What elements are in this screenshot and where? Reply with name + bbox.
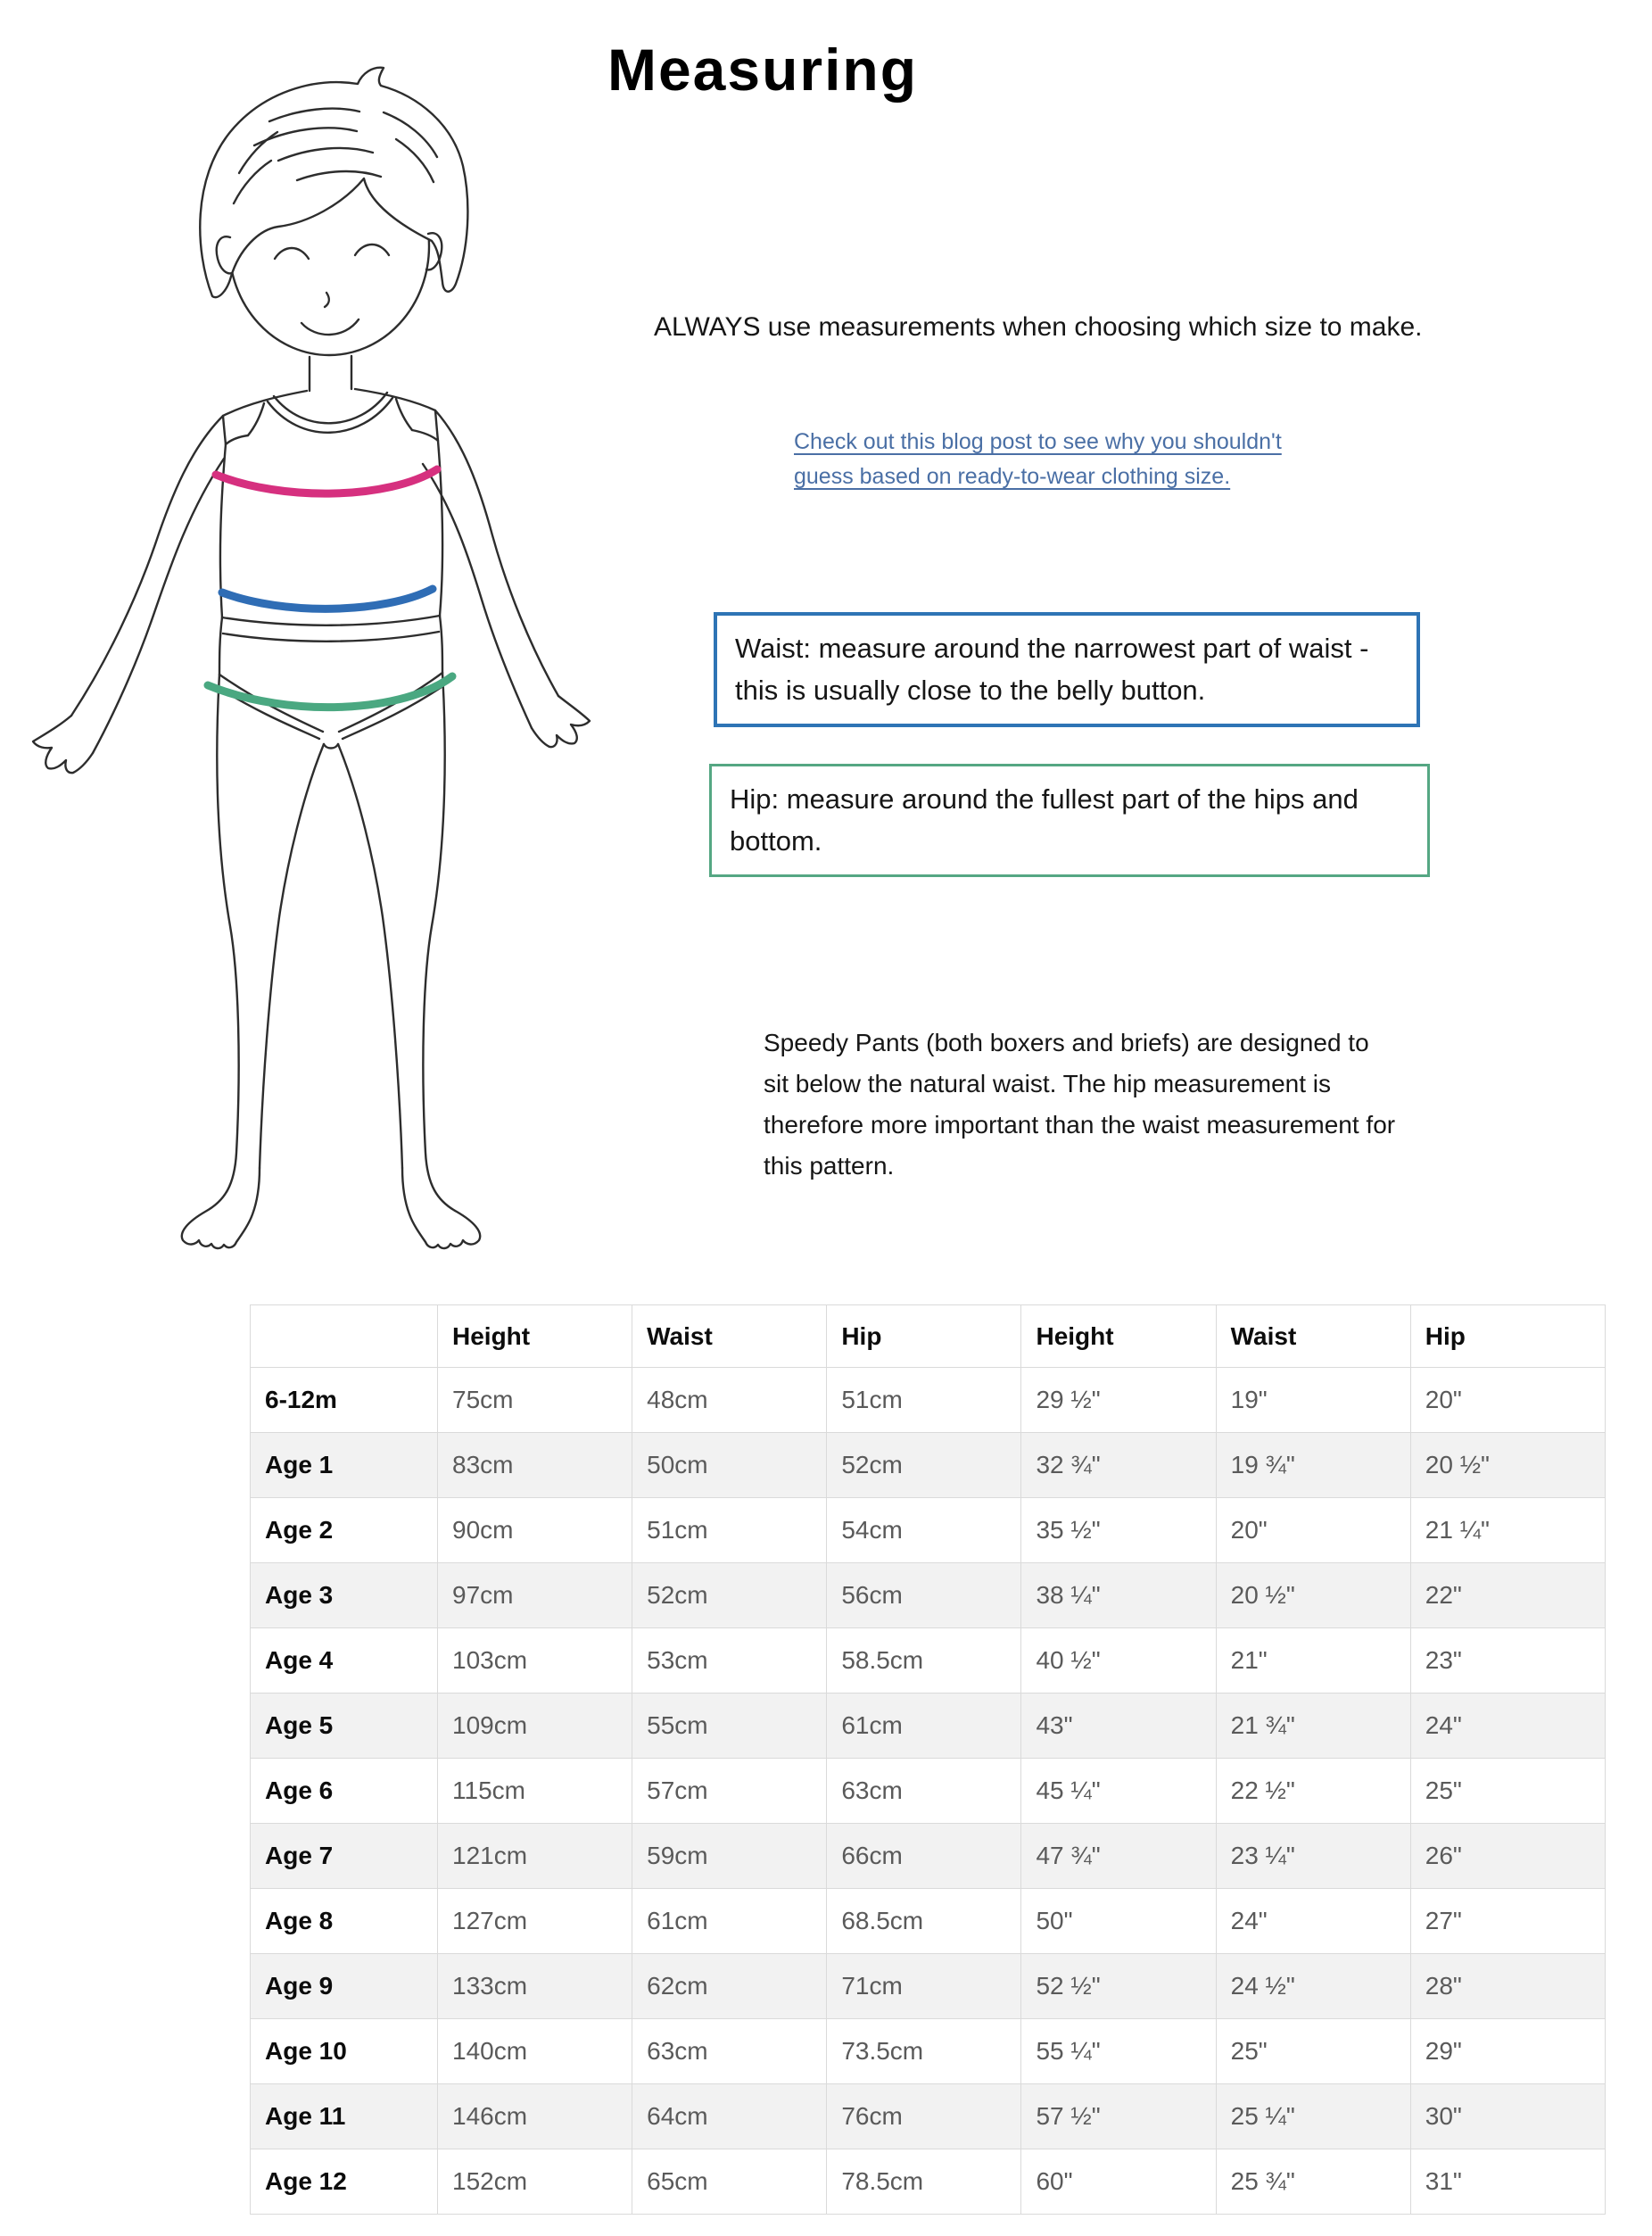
size-label-cell: Age 4 — [251, 1628, 438, 1694]
child-figure-illustration — [5, 25, 630, 1292]
waist-callout-text: Waist: measure around the narrowest part of waist - this is usually close to the belly button. — [735, 633, 1369, 706]
measurement-cell: 38 ¼" — [1021, 1563, 1216, 1628]
measurement-cell: 68.5cm — [827, 1889, 1021, 1954]
measurement-cell: 45 ¼" — [1021, 1759, 1216, 1824]
measurement-cell: 24" — [1216, 1889, 1410, 1954]
blog-post-link[interactable]: Check out this blog post to see why you shouldn't guess based on ready-to-wear clothing size. — [794, 429, 1282, 489]
measurement-cell: 63cm — [632, 2019, 827, 2084]
size-label-cell: Age 3 — [251, 1563, 438, 1628]
measurement-cell: 21 ¼" — [1410, 1498, 1605, 1563]
size-table-body — [251, 1368, 1606, 2215]
measurement-cell: 73.5cm — [827, 2019, 1021, 2084]
measurement-cell: 22" — [1410, 1563, 1605, 1628]
measurement-cell: 55cm — [632, 1694, 827, 1759]
briefs — [219, 616, 442, 749]
measurement-cell: 48cm — [632, 1368, 827, 1433]
measurement-cell: 40 ½" — [1021, 1628, 1216, 1694]
measurement-cell: 63cm — [827, 1759, 1021, 1824]
chest-measure-line — [216, 469, 437, 493]
measurement-cell: 35 ½" — [1021, 1498, 1216, 1563]
measurement-cell: 52cm — [632, 1563, 827, 1628]
measurement-cell: 26" — [1410, 1824, 1605, 1889]
size-label-cell: Age 5 — [251, 1694, 438, 1759]
waist-measure-line — [222, 589, 433, 609]
measurement-cell: 62cm — [632, 1954, 827, 2019]
pattern-note: Speedy Pants (both boxers and briefs) are designed to sit below the natural waist. The hip measurement is therefore more important than the waist measurement for this pattern. — [764, 1029, 1396, 1180]
measurement-cell: 97cm — [438, 1563, 632, 1628]
measurement-cell: 51cm — [632, 1498, 827, 1563]
measurement-cell: 51cm — [827, 1368, 1021, 1433]
neck — [310, 356, 351, 391]
corner-header-cell — [251, 1305, 438, 1368]
measurement-cell: 53cm — [632, 1628, 827, 1694]
measurement-cell: 23 ¼" — [1216, 1824, 1410, 1889]
measurement-cell: 24" — [1410, 1694, 1605, 1759]
measurement-cell: 71cm — [827, 1954, 1021, 2019]
table-row — [251, 2084, 1606, 2149]
measurement-cell: 133cm — [438, 1954, 632, 2019]
column-header-cell: Height — [1021, 1305, 1216, 1368]
measurement-cell: 90cm — [438, 1498, 632, 1563]
arms — [33, 410, 590, 773]
size-label-cell: 6-12m — [251, 1368, 438, 1433]
size-label-cell: Age 8 — [251, 1889, 438, 1954]
measurement-cell: 25 ¼" — [1216, 2084, 1410, 2149]
table-row — [251, 2019, 1606, 2084]
measurement-cell: 54cm — [827, 1498, 1021, 1563]
table-row — [251, 1889, 1606, 1954]
column-header-cell: Waist — [632, 1305, 827, 1368]
size-label-cell: Age 10 — [251, 2019, 438, 2084]
measurement-cell: 76cm — [827, 2084, 1021, 2149]
measurement-cell: 25 ¾" — [1216, 2149, 1410, 2215]
measurement-cell: 115cm — [438, 1759, 632, 1824]
table-row — [251, 1628, 1606, 1694]
measurement-cell: 61cm — [632, 1889, 827, 1954]
measurement-cell: 31" — [1410, 2149, 1605, 2215]
measurement-cell: 56cm — [827, 1563, 1021, 1628]
measurement-cell: 152cm — [438, 2149, 632, 2215]
measurement-cell: 47 ¾" — [1021, 1824, 1216, 1889]
measurement-cell: 52cm — [827, 1433, 1021, 1498]
measurement-cell: 30" — [1410, 2084, 1605, 2149]
measurement-cell: 28" — [1410, 1954, 1605, 2019]
measurement-cell: 20 ½" — [1216, 1563, 1410, 1628]
size-label-cell: Age 9 — [251, 1954, 438, 2019]
size-label-cell: Age 2 — [251, 1498, 438, 1563]
measurement-cell: 32 ¾" — [1021, 1433, 1216, 1498]
table-row — [251, 1694, 1606, 1759]
hip-callout — [709, 764, 1430, 877]
measurement-cell: 57 ½" — [1021, 2084, 1216, 2149]
measurement-cell: 109cm — [438, 1694, 632, 1759]
measurement-cell: 29" — [1410, 2019, 1605, 2084]
measurement-cell: 21" — [1216, 1628, 1410, 1694]
column-header-cell: Height — [438, 1305, 632, 1368]
measurement-cell: 121cm — [438, 1824, 632, 1889]
column-header-cell: Hip — [827, 1305, 1021, 1368]
measurement-cell: 146cm — [438, 2084, 632, 2149]
measurement-cell: 43" — [1021, 1694, 1216, 1759]
measurement-cell: 20" — [1410, 1368, 1605, 1433]
legs — [182, 673, 480, 1248]
measurement-cell: 25" — [1216, 2019, 1410, 2084]
size-label-cell: Age 7 — [251, 1824, 438, 1889]
page-title: Measuring — [607, 37, 919, 103]
table-row — [251, 1759, 1606, 1824]
measurement-cell: 21 ¾" — [1216, 1694, 1410, 1759]
vest — [220, 389, 442, 617]
size-label-cell: Age 12 — [251, 2149, 438, 2215]
measurement-cell: 23" — [1410, 1628, 1605, 1694]
measurement-cell: 50cm — [632, 1433, 827, 1498]
column-header-cell: Waist — [1216, 1305, 1410, 1368]
measurement-cell: 60" — [1021, 2149, 1216, 2215]
column-header-cell: Hip — [1410, 1305, 1605, 1368]
measurement-cell: 50" — [1021, 1889, 1216, 1954]
measurement-cell: 75cm — [438, 1368, 632, 1433]
measurement-cell: 20" — [1216, 1498, 1410, 1563]
size-label-cell: Age 11 — [251, 2084, 438, 2149]
size-label-cell: Age 1 — [251, 1433, 438, 1498]
measurement-cell: 24 ½" — [1216, 1954, 1410, 2019]
measurement-cell: 83cm — [438, 1433, 632, 1498]
measurement-cell: 22 ½" — [1216, 1759, 1410, 1824]
table-row — [251, 1954, 1606, 2019]
size-table — [250, 1304, 1606, 2215]
measurement-cell: 55 ¼" — [1021, 2019, 1216, 2084]
measurement-cell: 103cm — [438, 1628, 632, 1694]
table-row — [251, 1498, 1606, 1563]
measurement-cell: 52 ½" — [1021, 1954, 1216, 2019]
hip-callout-text: Hip: measure around the fullest part of the hips and bottom. — [730, 783, 1359, 857]
measurement-cell: 140cm — [438, 2019, 632, 2084]
measurement-cell: 78.5cm — [827, 2149, 1021, 2215]
size-table-header-row — [251, 1305, 1606, 1368]
table-row — [251, 2149, 1606, 2215]
measurement-cell: 19 ¾" — [1216, 1433, 1410, 1498]
measurement-cell: 29 ½" — [1021, 1368, 1216, 1433]
measurement-cell: 127cm — [438, 1889, 632, 1954]
table-row — [251, 1824, 1606, 1889]
measurement-cell: 19" — [1216, 1368, 1410, 1433]
intro-text: ALWAYS use measurements when choosing which size to make. — [654, 312, 1423, 342]
measurement-cell: 61cm — [827, 1694, 1021, 1759]
measurement-cell: 57cm — [632, 1759, 827, 1824]
measurement-cell: 25" — [1410, 1759, 1605, 1824]
measurement-cell: 65cm — [632, 2149, 827, 2215]
measurement-cell: 27" — [1410, 1889, 1605, 1954]
size-label-cell: Age 6 — [251, 1759, 438, 1824]
measurement-cell: 59cm — [632, 1824, 827, 1889]
table-row — [251, 1368, 1606, 1433]
measurement-cell: 64cm — [632, 2084, 827, 2149]
waist-callout — [714, 612, 1420, 727]
measurement-cell: 20 ½" — [1410, 1433, 1605, 1498]
measurement-cell: 58.5cm — [827, 1628, 1021, 1694]
measurement-cell: 66cm — [827, 1824, 1021, 1889]
table-row — [251, 1563, 1606, 1628]
table-row — [251, 1433, 1606, 1498]
